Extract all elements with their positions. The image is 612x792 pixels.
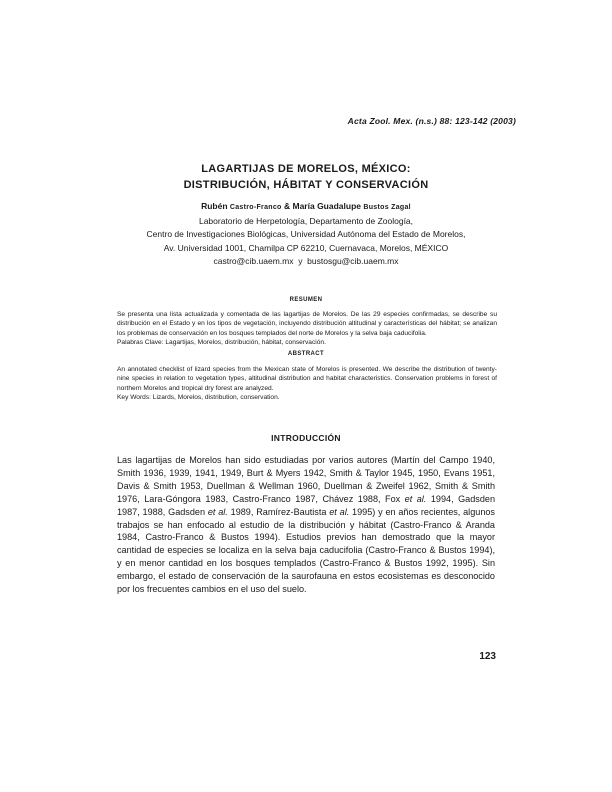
abstract-keywords: Key Words: Lizards, Morelos, distribution, conservation. (117, 393, 280, 401)
resumen-block (117, 310, 497, 347)
abstract-text: An annotated checklist of lizard species from the Mexican state of Morelos is presented. We describe the distribution of twenty-nine species in relation to vegetation types, altitudinal distribution and habitat characteristics. Conservation problems in forest of northern Morelos and tropical dry forest are analyzed. (117, 366, 497, 392)
author-names (100, 200, 512, 215)
abstract-heading: ABSTRACT (287, 351, 325, 357)
introduccion-heading: INTRODUCCIÓN (271, 433, 341, 443)
resumen-heading: RESUMEN (289, 297, 323, 303)
author-emails: castro@cib.uaem.mx y bustosgu@cib.uaem.mx (213, 256, 399, 266)
affiliation-line-2: Centro de Investigaciones Biológicas, Universidad Autónoma del Estado de Morelos, (146, 229, 466, 239)
author-separator: & (281, 201, 293, 211)
title-line-1: LAGARTIJAS DE MORELOS, MÉXICO: (201, 163, 411, 175)
introduccion-paragraph (117, 454, 495, 596)
intro-text-part-2: 1994, Gadsden 1987, 1988, Gadsden (117, 493, 496, 517)
introduccion-body (117, 454, 495, 596)
resumen-text: Se presenta una lista actualizada y comentada de las lagartijas de Morelos. De las 29 especies confirmadas, se describe su distribución en el Estado y en los tipos de vegetación, incluyendo distribución altitudinal y características del hábitat; se analizan los problemas de conservación en los bosques templados del norte de Morelos y la selva baja caducifolia. (117, 311, 497, 337)
abstract-block (117, 365, 497, 402)
intro-text-part-1: Las lagartijas de Morelos han sido estudiadas por varios autores (Martín del Campo 1940, Smith 1936, 1939, 1941, 1949, Burt & Myers 1942, Smith & Taylor 1945, 1950, Evans 1951, Davis & Smith 1953, Duellman & Wellman 1960, Duellman & Zweifel 1962, Smith & Smith 1976, Lara-Góngora 1983, Castro-Franco 1987, Chávez 1988, Fox (117, 455, 495, 504)
paper-title (100, 161, 512, 193)
author-2-last: Bustos Zagal (363, 204, 411, 211)
intro-text-part-4: 1995) y en años recientes, algunos trabajos se han enfocado al estudio de la distribución y hábitat (Castro-Franco & Aranda 1984, Castro-Franco & Bustos 1994). Estudios previos han demostrado que la mayor cantidad de especies se localiza en la selva baja caducifolia (Castro-Franco & Bustos 1994), y en menor cantidad en los bosques templados (Castro-Franco & Bustos 1992, 1995). Sin embargo, el estado de conservación de la saurofauna en estos ecosistemas es desconocido por los frecuentes cambios en el uso del suelo. (117, 506, 495, 595)
journal-reference: Acta Zool. Mex. (n.s.) 88: 123-142 (2003) (347, 116, 516, 126)
page-number: 123 (479, 651, 496, 662)
author-1-first: Rubén (201, 201, 230, 211)
author-1-last: Castro-Franco (229, 204, 282, 211)
intro-etal-3: et al. (329, 506, 350, 517)
intro-text-part-3: 1989, Ramírez-Bautista (227, 506, 330, 517)
affiliation-line-1: Laboratorio de Herpetología, Departamento de Zoología, (198, 215, 414, 226)
intro-etal-1: et al. (404, 493, 427, 504)
intro-etal-2: et al. (207, 506, 228, 517)
affiliation-line-3: Av. Universidad 1001, Chamilpa CP 62210, Cuernavaca, Morelos, MÉXICO (163, 242, 449, 253)
author-block (100, 200, 512, 269)
author-2-first: María Guadalupe (292, 201, 364, 211)
title-line-2: DISTRIBUCIÓN, HÁBITAT Y CONSERVACIÓN (183, 179, 429, 191)
resumen-keywords: Palabras Clave: Lagartijas, Morelos, distribución, hábitat, conservación. (117, 338, 326, 346)
